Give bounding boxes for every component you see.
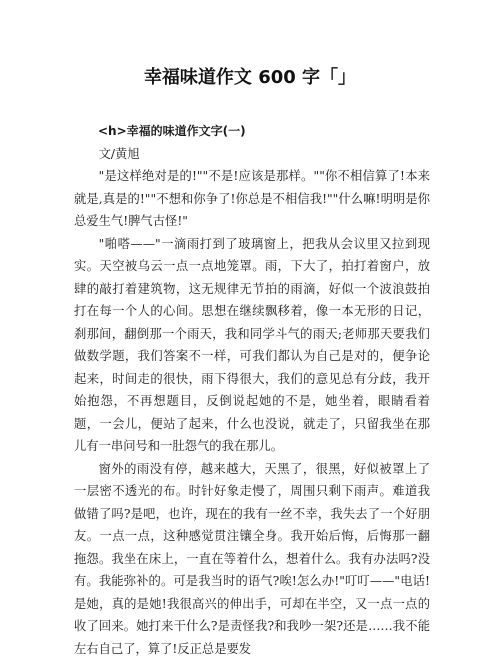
document-title: 幸福味道作文 600 字「」 <box>0 66 500 90</box>
section-heading: <h>幸福的味道作文字(一) <box>74 120 430 143</box>
author-line: 文/黄旭 <box>74 143 430 166</box>
paragraph: "是这样绝对是的!""不是!应该是那样。""你不相信算了!本来就是,真是的!""不想和你争了!你总是不相信我!""什么嘛!明明是你总爱生气!脾气古怪!" <box>74 165 430 233</box>
paragraph: 窗外的雨没有停，越来越大，天黑了，很黑，好似被罩上了一层密不透光的布。时针好象走慢了，周围只剩下雨声。难道我做错了吗?是吧，也许，现在的我有一丝不幸，我失去了一个好朋友。一点一点，这种感觉贯注镶全身。我开始后悔，后悔那一翻拖怨。我坐在床上，一直在等着什么，想着什么。我有办法吗?没有。我能弥补的。可是我当时的语气?唉!怎么办!"叮叮——"电话!是她，真的是她!我很高兴的伸出手，可却在半空，又一点一点的收了回来。她打来干什么?是责怪我?和我吵一架?还是……我不能左右自己了，算了!反正总是要发 <box>74 458 430 660</box>
document-body <box>74 120 430 660</box>
paragraph: "啪嗒——"一滴雨打到了玻璃窗上，把我从会议里又拉到现实。天空被乌云一点一点地笼罩。雨，下大了，拍打着窗户，放肆的敲打着建筑物，这无规律无节拍的雨滴，好似一个波浪鼓拍打在每一个人的心间。思想在继续飘移着，像一本无形的日记，刹那间，翻倒那一个雨天，我和同学斗气的雨天;老师那天要我们做数学题，我们答案不一样，可我们都认为自己是对的，便争论起来，时间走的很快，雨下得很大，我们的意见总有分歧，我开始抱怨，不再想题目，反倒说起她的不是，她坐着，眼睛看着题，一会儿，便站了起来，什么也没说，就走了，只留我坐在那儿有一串问号和一肚怨气的我在那儿。 <box>74 233 430 458</box>
